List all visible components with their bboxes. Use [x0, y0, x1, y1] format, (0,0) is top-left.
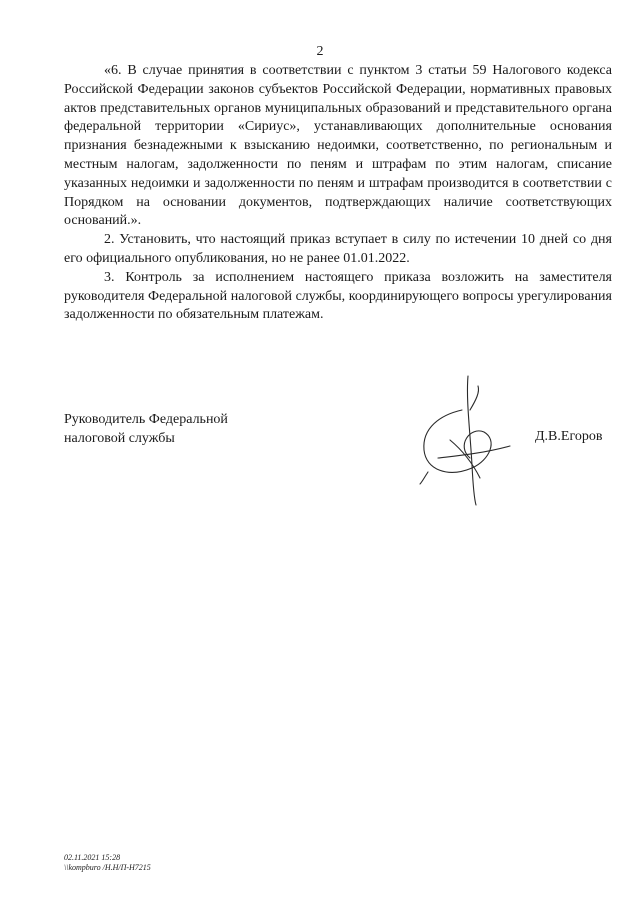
signatory-title-line1: Руководитель Федеральной — [64, 412, 228, 427]
document-body — [64, 62, 612, 325]
document-footer — [64, 853, 151, 872]
paragraph-6-amendment: «6. В случае принятия в соответствии с пунктом 3 статьи 59 Налогового кодекса Российской Федерации законов субъектов Российской Федерации, нормативных правовых актов представительных органов муниципальных образований и представительного органа федеральной территории «Сириус», устанавливающих дополнительные основания признания безнадежными к взысканию недоимки, соответственно, по региональным и местным налогам, задолженности по пеням и штрафам по этим налогам, списание указанных недоимки и задолженности по пеням и штрафам производится в соответствии с Порядком на основании документов, подтверждающих наличие соответствующих оснований.». — [64, 63, 612, 229]
signatory-title-line2: налоговой службы — [64, 430, 175, 446]
paragraph-2-effective-date: 2. Установить, что настоящий приказ вступает в силу по истечении 10 дней со дня его официального опубликования, но не ранее 01.01.2022. — [64, 232, 612, 266]
footer-timestamp: 02.11.2021 15:28 — [64, 853, 121, 862]
paragraph-3-control: 3. Контроль за исполнением настоящего приказа возложить на заместителя руководителя Федеральной налоговой службы, координирующего вопросы урегулирования задолженности по обязательным платежам. — [64, 269, 612, 323]
handwritten-signature — [410, 370, 530, 520]
signatory-title — [64, 411, 228, 448]
footer-file-reference: \\kompburo /Н.Н/П-Н7215 — [64, 862, 151, 872]
signatory-name: Д.В.Егоров — [535, 429, 603, 444]
page-number: 2 — [316, 44, 324, 59]
